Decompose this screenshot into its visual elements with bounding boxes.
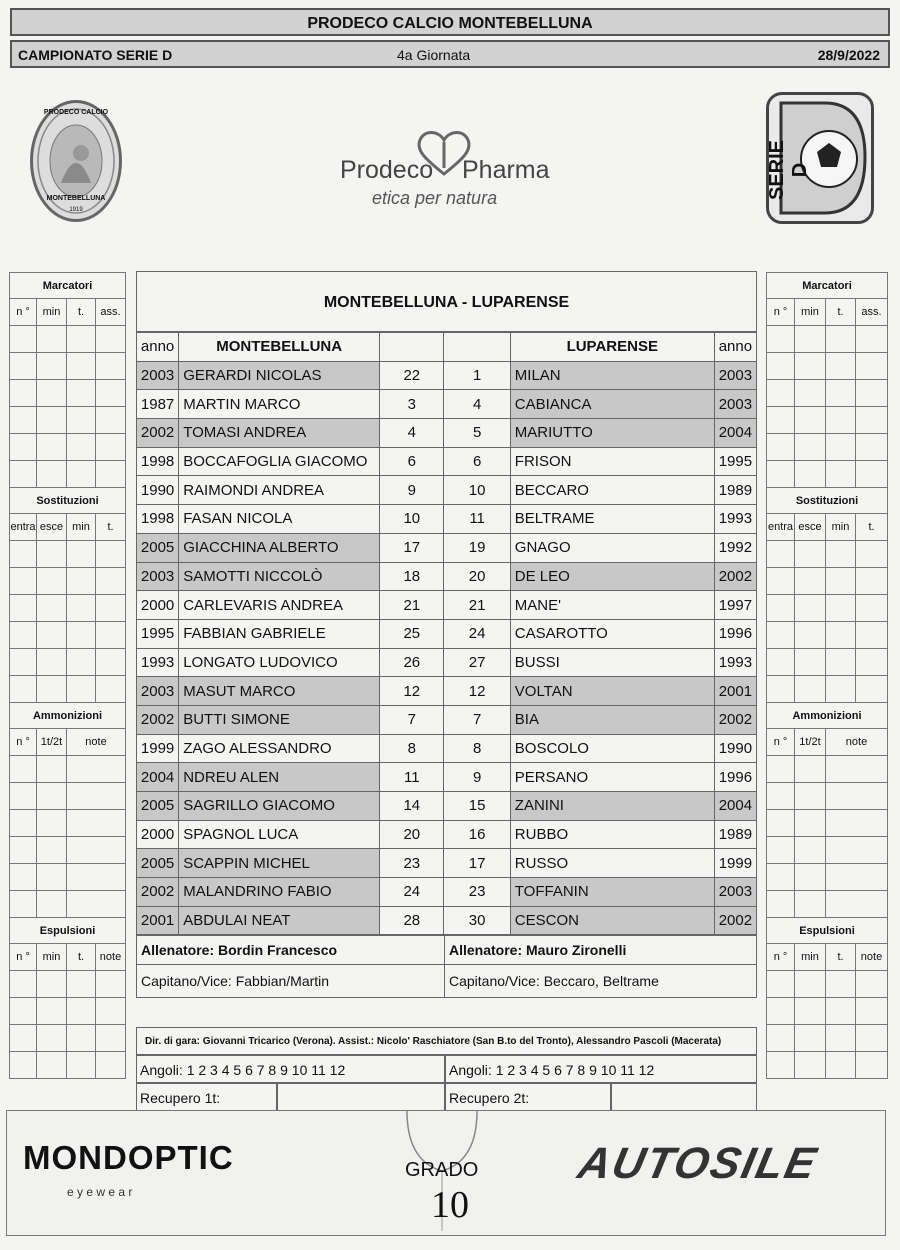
home-player-name: BUTTI SIMONE xyxy=(179,705,380,734)
away-player-year: 1993 xyxy=(714,648,756,677)
home-player-number: 22 xyxy=(380,361,444,390)
lineup-row xyxy=(137,705,757,734)
away-player-year: 1990 xyxy=(714,734,756,763)
away-player-number: 30 xyxy=(444,906,510,935)
home-player-number: 9 xyxy=(380,476,444,505)
sponsor-tagline: etica per natura xyxy=(372,188,498,208)
away-player-year: 2002 xyxy=(714,906,756,935)
match-info-bar xyxy=(10,40,890,68)
col-half: 1t/2t xyxy=(37,729,67,756)
home-player-number: 18 xyxy=(380,562,444,591)
lineup-row xyxy=(137,792,757,821)
footer-sponsors xyxy=(6,1110,886,1236)
col-ass: ass. xyxy=(96,299,126,326)
home-player-name: BOCCAFOGLIA GIACOMO xyxy=(179,447,380,476)
away-player-name: CESCON xyxy=(510,906,714,935)
col-t: t. xyxy=(826,299,856,326)
col-note: note xyxy=(826,729,888,756)
home-player-number: 20 xyxy=(380,820,444,849)
home-player-year: 1998 xyxy=(137,505,179,534)
sponsor-name-right: Pharma xyxy=(462,156,550,184)
home-player-name: GERARDI NICOLAS xyxy=(179,361,380,390)
home-player-name: FABBIAN GABRIELE xyxy=(179,619,380,648)
lineup-row xyxy=(137,677,757,706)
away-player-number: 1 xyxy=(444,361,510,390)
away-player-name: FRISON xyxy=(510,447,714,476)
away-player-number: 10 xyxy=(444,476,510,505)
lineup-row xyxy=(137,361,757,390)
lineup-table xyxy=(136,332,757,935)
sponsor-name-left: Prodeco xyxy=(340,156,434,184)
away-player-name: PERSANO xyxy=(510,763,714,792)
home-player-year: 1999 xyxy=(137,734,179,763)
home-player-year: 2003 xyxy=(137,361,179,390)
away-player-year: 2004 xyxy=(714,792,756,821)
lineup-row xyxy=(137,476,757,505)
away-player-year: 1997 xyxy=(714,591,756,620)
home-player-number: 11 xyxy=(380,763,444,792)
home-player-name: SAGRILLO GIACOMO xyxy=(179,792,380,821)
home-player-year: 2001 xyxy=(137,906,179,935)
col-entra: entra xyxy=(767,514,795,541)
away-player-number: 15 xyxy=(444,792,510,821)
espulsioni-title: Espulsioni xyxy=(10,918,126,944)
away-player-year: 2003 xyxy=(714,878,756,907)
col-note: note xyxy=(67,729,126,756)
col-min: min xyxy=(37,299,67,326)
home-coach: Allenatore: Bordin Francesco xyxy=(137,936,445,965)
footer-logo-grado: GRADO xyxy=(405,1159,479,1181)
away-player-name: DE LEO xyxy=(510,562,714,591)
club-logo-ring-bottom: MONTEBELLUNA xyxy=(46,195,106,202)
col-n: n ° xyxy=(767,299,795,326)
officials: Dir. di gara: Giovanni Tricarico (Verona). Assist.: Nicolo' Raschiatore (San B.to del Tronto), Alessandro Pascoli (Macerata) xyxy=(136,1027,757,1055)
home-player-name: NDREU ALEN xyxy=(179,763,380,792)
home-player-name: FASAN NICOLA xyxy=(179,505,380,534)
home-player-name: RAIMONDI ANDREA xyxy=(179,476,380,505)
away-player-year: 1989 xyxy=(714,820,756,849)
home-player-name: MARTIN MARCO xyxy=(179,390,380,419)
home-year-header: anno xyxy=(137,333,179,362)
home-player-year: 2005 xyxy=(137,533,179,562)
away-player-name: VOLTAN xyxy=(510,677,714,706)
marcatori-title: Marcatori xyxy=(10,273,126,299)
sostituzioni-title: Sostituzioni xyxy=(767,488,888,514)
lineup-row xyxy=(137,820,757,849)
footer-logo-mondoptic: MONDOPTIC xyxy=(23,1139,234,1176)
home-player-number: 3 xyxy=(380,390,444,419)
away-player-number: 27 xyxy=(444,648,510,677)
away-player-name: BECCARO xyxy=(510,476,714,505)
club-logo-ring-top: PRODECO CALCIO xyxy=(43,109,109,116)
home-player-number: 26 xyxy=(380,648,444,677)
away-player-year: 2002 xyxy=(714,705,756,734)
away-player-name: RUSSO xyxy=(510,849,714,878)
home-player-name: MALANDRINO FABIO xyxy=(179,878,380,907)
home-player-year: 1995 xyxy=(137,619,179,648)
round-label: 4a Giornata xyxy=(397,47,471,63)
away-player-number: 19 xyxy=(444,533,510,562)
home-player-number: 7 xyxy=(380,705,444,734)
home-player-year: 2002 xyxy=(137,878,179,907)
lineup-row xyxy=(137,878,757,907)
home-player-number: 17 xyxy=(380,533,444,562)
club-logo xyxy=(30,100,122,222)
footer-logo-mondoptic-sub: e y e w e a r xyxy=(67,1185,133,1199)
home-player-number: 28 xyxy=(380,906,444,935)
away-player-year: 1999 xyxy=(714,849,756,878)
col-note: note xyxy=(856,944,888,971)
away-player-year: 2002 xyxy=(714,562,756,591)
away-player-number: 20 xyxy=(444,562,510,591)
away-player-name: CABIANCA xyxy=(510,390,714,419)
home-player-name: LONGATO LUDOVICO xyxy=(179,648,380,677)
home-player-year: 2005 xyxy=(137,849,179,878)
lineup-row xyxy=(137,591,757,620)
home-player-number: 4 xyxy=(380,419,444,448)
home-player-number: 23 xyxy=(380,849,444,878)
away-player-name: MILAN xyxy=(510,361,714,390)
away-player-name: GNAGO xyxy=(510,533,714,562)
home-player-name: SCAPPIN MICHEL xyxy=(179,849,380,878)
col-n: n ° xyxy=(767,729,795,756)
home-player-year: 2003 xyxy=(137,677,179,706)
home-player-year: 1998 xyxy=(137,447,179,476)
home-captain: Capitano/Vice: Fabbian/Martin xyxy=(137,965,445,998)
home-player-number: 21 xyxy=(380,591,444,620)
away-player-name: BELTRAME xyxy=(510,505,714,534)
col-esce: esce xyxy=(37,514,67,541)
recupero-2t: Recupero 2t: xyxy=(445,1083,611,1111)
away-year-header: anno xyxy=(714,333,756,362)
home-player-year: 2002 xyxy=(137,705,179,734)
lineup-row xyxy=(137,763,757,792)
col-min: min xyxy=(795,299,826,326)
col-n: n ° xyxy=(10,729,37,756)
match-date: 28/9/2022 xyxy=(817,47,880,63)
left-marcatori-table xyxy=(9,272,126,1079)
home-player-number: 14 xyxy=(380,792,444,821)
col-entra: entra xyxy=(10,514,37,541)
home-player-name: MASUT MARCO xyxy=(179,677,380,706)
sponsor-logo xyxy=(340,128,560,218)
home-player-year: 2003 xyxy=(137,562,179,591)
away-player-name: BUSSI xyxy=(510,648,714,677)
sostituzioni-title: Sostituzioni xyxy=(10,488,126,514)
away-player-number: 9 xyxy=(444,763,510,792)
away-player-year: 1989 xyxy=(714,476,756,505)
home-player-name: GIACCHINA ALBERTO xyxy=(179,533,380,562)
recupero-2t-value xyxy=(611,1083,757,1111)
away-player-year: 1992 xyxy=(714,533,756,562)
staff-table xyxy=(136,935,757,998)
col-t: t. xyxy=(826,944,856,971)
home-player-year: 2005 xyxy=(137,792,179,821)
col-t: t. xyxy=(67,299,96,326)
away-player-number: 7 xyxy=(444,705,510,734)
club-logo-year: 1919 xyxy=(69,207,83,213)
away-player-number: 8 xyxy=(444,734,510,763)
lineup-row xyxy=(137,390,757,419)
away-player-number: 23 xyxy=(444,878,510,907)
away-player-number: 11 xyxy=(444,505,510,534)
col-esce: esce xyxy=(795,514,826,541)
lineup-row xyxy=(137,533,757,562)
recupero-1t-value xyxy=(277,1083,445,1111)
home-player-year: 2004 xyxy=(137,763,179,792)
away-player-name: BOSCOLO xyxy=(510,734,714,763)
footer-logo-grado-number: 10 xyxy=(431,1184,469,1226)
home-player-name: TOMASI ANDREA xyxy=(179,419,380,448)
away-coach: Allenatore: Mauro Zironelli xyxy=(445,936,757,965)
away-corners: Angoli: 1 2 3 4 5 6 7 8 9 10 11 12 xyxy=(445,1055,757,1083)
footer-logo-autosile: AUTOSILE xyxy=(573,1139,822,1188)
recupero-1t: Recupero 1t: xyxy=(136,1083,277,1111)
league-logo-text: SERIE D xyxy=(766,139,811,201)
away-player-name: RUBBO xyxy=(510,820,714,849)
home-player-name: SPAGNOL LUCA xyxy=(179,820,380,849)
home-player-number: 8 xyxy=(380,734,444,763)
home-player-name: ZAGO ALESSANDRO xyxy=(179,734,380,763)
home-player-number: 25 xyxy=(380,619,444,648)
away-player-name: MARIUTTO xyxy=(510,419,714,448)
match-title: MONTEBELLUNA - LUPARENSE xyxy=(136,271,757,332)
lineups xyxy=(136,332,757,998)
col-n: n ° xyxy=(10,299,37,326)
home-team-header: MONTEBELLUNA xyxy=(179,333,380,362)
home-player-name: CARLEVARIS ANDREA xyxy=(179,591,380,620)
home-player-name: ABDULAI NEAT xyxy=(179,906,380,935)
competition-label: CAMPIONATO SERIE D xyxy=(18,47,173,63)
away-team-header: LUPARENSE xyxy=(510,333,714,362)
away-player-number: 17 xyxy=(444,849,510,878)
right-side-panel xyxy=(766,272,888,1079)
home-player-number: 10 xyxy=(380,505,444,534)
away-player-number: 12 xyxy=(444,677,510,706)
col-note: note xyxy=(96,944,126,971)
col-half: 1t/2t xyxy=(795,729,826,756)
lineup-row xyxy=(137,648,757,677)
col-min: min xyxy=(826,514,856,541)
col-t: t. xyxy=(96,514,126,541)
ammonizioni-title: Ammonizioni xyxy=(767,703,888,729)
home-player-year: 2000 xyxy=(137,820,179,849)
away-player-year: 2003 xyxy=(714,361,756,390)
home-player-number: 12 xyxy=(380,677,444,706)
away-player-number: 21 xyxy=(444,591,510,620)
league-logo xyxy=(766,92,874,224)
away-player-number: 4 xyxy=(444,390,510,419)
home-player-name: SAMOTTI NICCOLÒ xyxy=(179,562,380,591)
away-player-year: 2004 xyxy=(714,419,756,448)
away-player-year: 1996 xyxy=(714,763,756,792)
club-header: PRODECO CALCIO MONTEBELLUNA xyxy=(10,8,890,36)
col-t: t. xyxy=(856,514,888,541)
home-player-number: 24 xyxy=(380,878,444,907)
away-player-number: 5 xyxy=(444,419,510,448)
home-player-number: 6 xyxy=(380,447,444,476)
col-min: min xyxy=(795,944,826,971)
lineup-row xyxy=(137,562,757,591)
lineup-row xyxy=(137,906,757,935)
away-player-name: MANE' xyxy=(510,591,714,620)
ammonizioni-title: Ammonizioni xyxy=(10,703,126,729)
espulsioni-title: Espulsioni xyxy=(767,918,888,944)
right-marcatori-table xyxy=(766,272,888,1079)
col-min: min xyxy=(37,944,67,971)
home-player-year: 2000 xyxy=(137,591,179,620)
home-player-year: 1987 xyxy=(137,390,179,419)
away-player-number: 24 xyxy=(444,619,510,648)
home-corners: Angoli: 1 2 3 4 5 6 7 8 9 10 11 12 xyxy=(136,1055,445,1083)
left-side-panel xyxy=(9,272,126,1079)
marcatori-title: Marcatori xyxy=(767,273,888,299)
away-player-year: 1995 xyxy=(714,447,756,476)
away-player-name: BIA xyxy=(510,705,714,734)
col-ass: ass. xyxy=(856,299,888,326)
away-player-number: 16 xyxy=(444,820,510,849)
lineup-row xyxy=(137,447,757,476)
away-player-name: TOFFANIN xyxy=(510,878,714,907)
away-player-year: 2003 xyxy=(714,390,756,419)
away-player-name: ZANINI xyxy=(510,792,714,821)
away-player-number: 6 xyxy=(444,447,510,476)
col-n: n ° xyxy=(10,944,37,971)
home-player-year: 1993 xyxy=(137,648,179,677)
away-player-year: 1996 xyxy=(714,619,756,648)
home-player-year: 1990 xyxy=(137,476,179,505)
lineup-row xyxy=(137,505,757,534)
away-player-name: CASAROTTO xyxy=(510,619,714,648)
away-player-year: 1993 xyxy=(714,505,756,534)
col-t: t. xyxy=(67,944,96,971)
lineup-row xyxy=(137,849,757,878)
col-n: n ° xyxy=(767,944,795,971)
lineup-row xyxy=(137,619,757,648)
col-min: min xyxy=(67,514,96,541)
lineup-row xyxy=(137,419,757,448)
home-player-year: 2002 xyxy=(137,419,179,448)
away-player-year: 2001 xyxy=(714,677,756,706)
lineup-row xyxy=(137,734,757,763)
away-captain: Capitano/Vice: Beccaro, Beltrame xyxy=(445,965,757,998)
